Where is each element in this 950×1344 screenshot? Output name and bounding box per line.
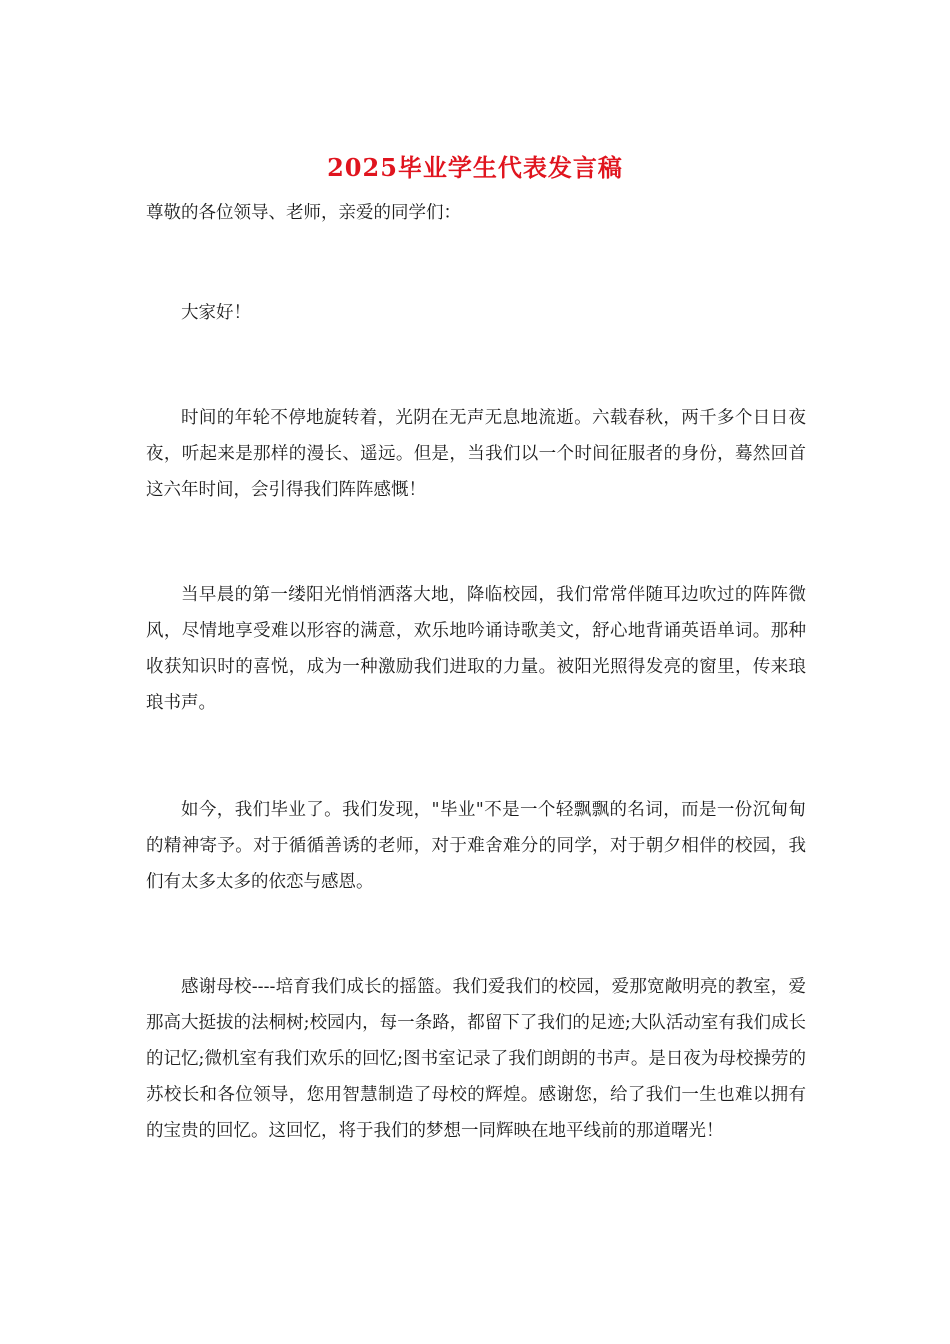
paragraph-time: 时间的年轮不停地旋转着，光阴在无声无息地流逝。六载春秋，两千多个日日夜夜，听起来是那样的漫长、遥远。但是，当我们以一个时间征服者的身份，蓦然回首这六年时间，会引得我们阵阵感慨！ — [146, 408, 806, 500]
paragraph-graduation: 如今，我们毕业了。我们发现，"毕业"不是一个轻飘飘的名词，而是一份沉甸甸的精神寄予。对于循循善诱的老师，对于难舍难分的同学，对于朝夕相伴的校园，我们有太多太多的依恋与感恩。 — [146, 800, 806, 892]
salutation: 尊敬的各位领导、老师，亲爱的同学们： — [146, 203, 461, 223]
document-title: 2025毕业学生代表发言稿 — [327, 153, 623, 182]
paragraph-morning: 当早晨的第一缕阳光悄悄洒落大地，降临校园，我们常常伴随耳边吹过的阵阵微风，尽情地享受难以形容的满意，欢乐地吟诵诗歌美文，舒心地背诵英语单词。那种收获知识时的喜悦，成为一种激励我们进取的力量。被阳光照得发亮的窗里，传来琅琅书声。 — [146, 585, 806, 713]
paragraph-greeting: 大家好！ — [181, 303, 251, 323]
paragraph-thanks-school: 感谢母校----培育我们成长的摇篮。我们爱我们的校园，爱那宽敞明亮的教室，爱那高大挺拔的法桐树;校园内，每一条路，都留下了我们的足迹;大队活动室有我们成长的记忆;微机室有我们欢乐的回忆;图书室记录了我们朗朗的书声。是日夜为母校操劳的苏校长和各位领导，您用智慧制造了母校的辉煌。感谢您，给了我们一生也难以拥有的宝贵的回忆。这回忆，将于我们的梦想一同辉映在地平线前的那道曙光！ — [146, 977, 806, 1141]
